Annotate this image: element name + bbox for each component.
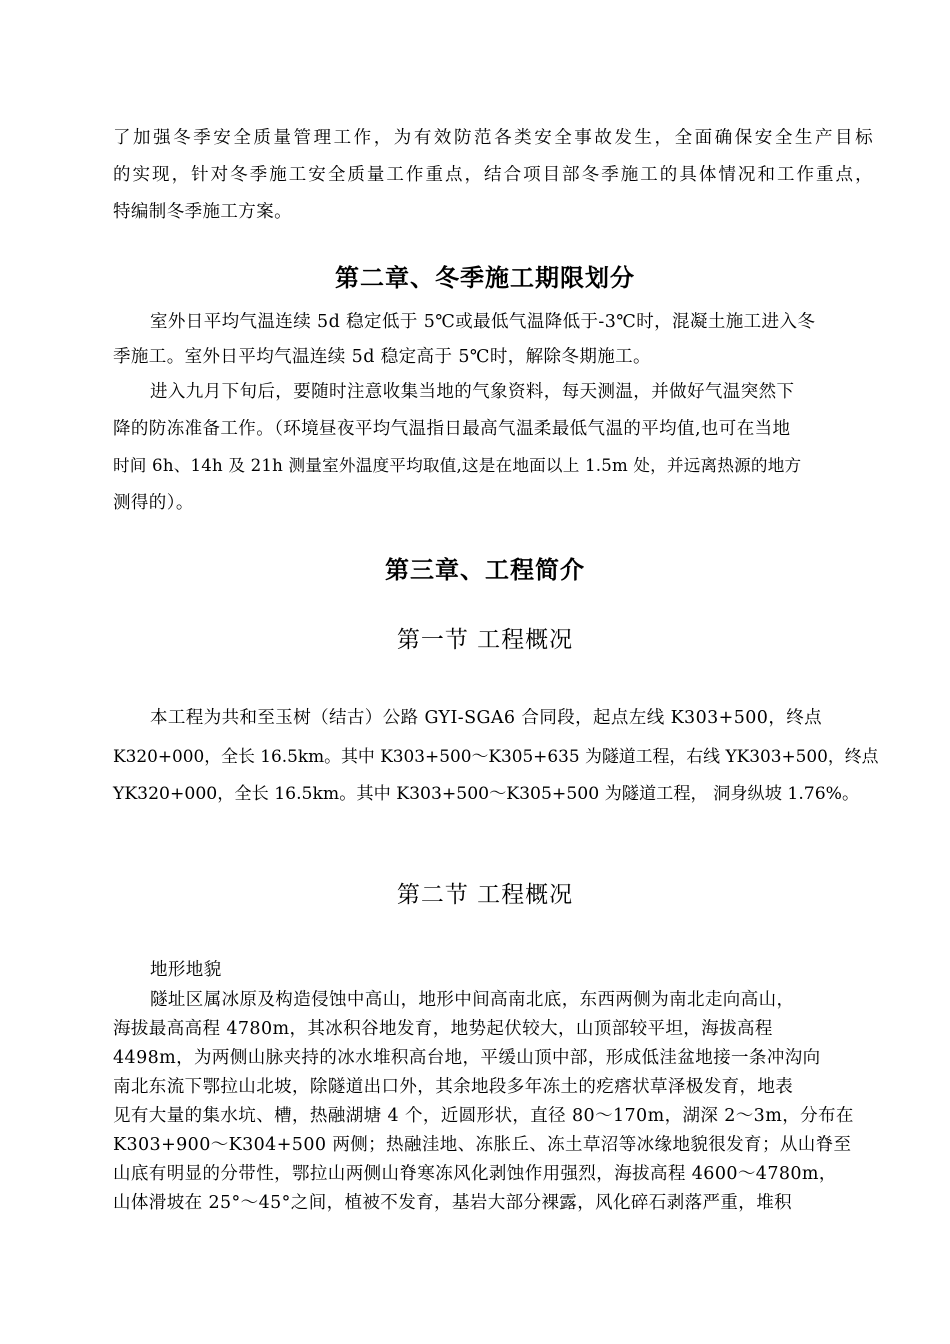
intro-line-1: 了加强冬季安全质量管理工作，为有效防范各类安全事故发生，全面确保安全生产目标 xyxy=(113,128,873,148)
section1-line-1: 本工程为共和至玉树（结古）公路 GYI-SGA6 合同段，起点左线 K303+500，终点 xyxy=(150,708,823,728)
chapter2-line-1: 室外日平均气温连续 5d 稳定低于 5℃或最低气温降低于-3℃时，混凝土施工进入冬 xyxy=(150,312,816,332)
chapter2-title: 第二章、冬季施工期限划分 xyxy=(335,264,635,292)
chapter2-line-6: 测得的）。 xyxy=(113,493,194,513)
section1-title: 第一节 工程概况 xyxy=(396,627,574,653)
section2-line-4: 南北东流下鄂拉山北坡，除隧道出口外，其余地段多年冻土的疙瘩状草泽极发育，地表 xyxy=(113,1077,794,1097)
chapter2-line-3: 进入九月下旬后，要随时注意收集当地的气象资料，每天测温，并做好气温突然下 xyxy=(150,382,795,402)
chapter2-line-2: 季施工。室外日平均气温连续 5d 稳定高于 5℃时，解除冬期施工。 xyxy=(113,347,651,367)
section1-line-2: K320+000，全长 16.5km。其中 K303+500～K305+635 为隧道工程，右线 YK303+500，终点 xyxy=(113,746,879,766)
section2-line-6: K303+900～K304+500 两侧；热融洼地、冻胀丘、冻土草沼等冰缘地貌很发育；从山脊至 xyxy=(113,1135,852,1155)
section2-title: 第二节 工程概况 xyxy=(396,882,574,908)
section2-line-5: 见有大量的集水坑、槽，热融湖塘 4 个，近圆形状，直径 80～170m，湖深 2～3m，分布在 xyxy=(113,1106,854,1126)
section2-line-2: 海拔最高高程 4780m，其冰积谷地发育，地势起伏较大，山顶部较平坦，海拔高程 xyxy=(113,1019,773,1039)
intro-line-3: 特编制冬季施工方案。 xyxy=(113,202,292,222)
intro-line-2: 的实现，针对冬季施工安全质量工作重点，结合项目部冬季施工的具体情况和工作重点， xyxy=(113,165,873,185)
section1-line-3: YK320+000，全长 16.5km。其中 K303+500～K305+500 为隧道工程， 洞身纵坡 1.76%。 xyxy=(113,784,860,804)
section2-line-1: 隧址区属冰原及构造侵蚀中高山，地形中间高南北底，东西两侧为南北走向高山， xyxy=(150,990,795,1010)
chapter2-line-5: 时间 6h、14h 及 21h 测量室外温度平均取值,这是在地面以上 1.5m 处，并远离热源的地方 xyxy=(113,456,802,475)
chapter2-line-4: 降的防冻准备工作。（环境昼夜平均气温指日最高气温柔最低气温的平均值,也可在当地 xyxy=(113,419,791,439)
section2-line-3: 4498m，为两侧山脉夹持的冰水堆积高台地，平缓山顶中部，形成低洼盆地接一条冲沟向 xyxy=(113,1048,821,1068)
section2-line-7: 山底有明显的分带性，鄂拉山两侧山脊寒冻风化剥蚀作用强烈，海拔高程 4600～4780m， xyxy=(113,1164,837,1184)
chapter3-title: 第三章、工程简介 xyxy=(385,556,585,584)
section2-subheading: 地形地貌 xyxy=(150,960,222,980)
section2-line-8: 山体滑坡在 25°～45°之间，植被不发育，基岩大部分裸露，风化碎石剥落严重，堆积 xyxy=(113,1193,792,1213)
